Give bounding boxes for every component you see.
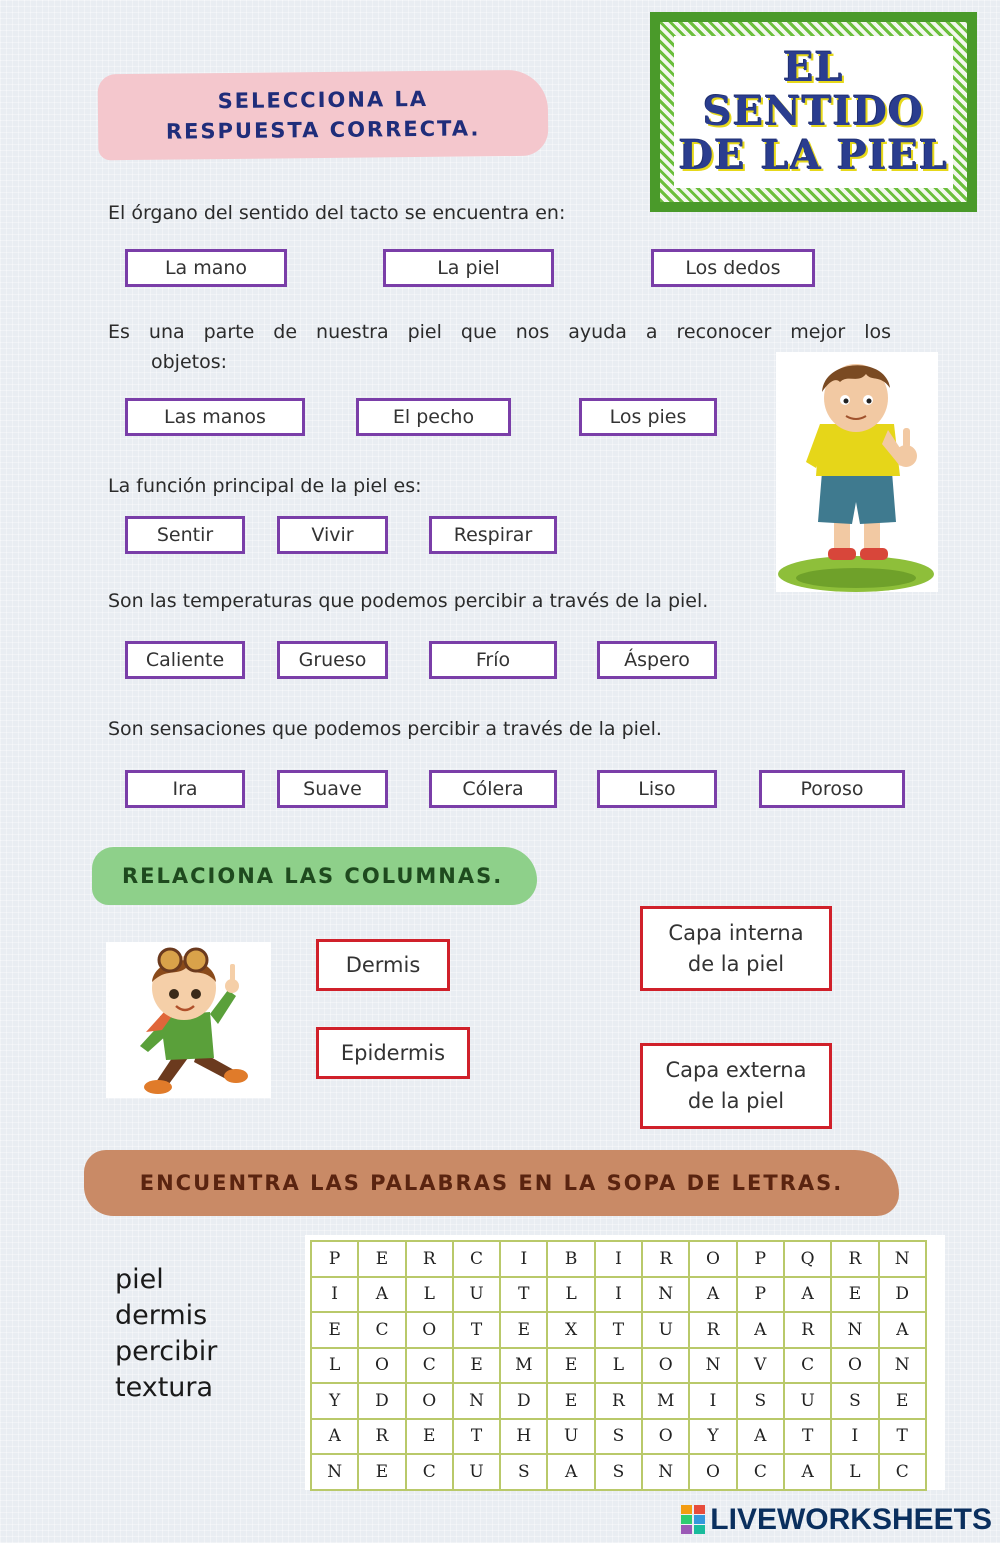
word-search-cell[interactable]: U (453, 1454, 500, 1490)
word-search-cell[interactable]: A (547, 1454, 594, 1490)
word-search-cell[interactable]: C (406, 1454, 453, 1490)
word-search-cell[interactable]: P (737, 1241, 784, 1277)
word-list-item: piel (115, 1264, 164, 1295)
word-search-cell[interactable]: R (784, 1312, 831, 1348)
section-banner-select (98, 70, 549, 161)
word-search-cell[interactable]: P (311, 1241, 358, 1277)
word-search-cell[interactable]: N (831, 1312, 878, 1348)
q3-option-2[interactable]: Vivir (277, 516, 388, 554)
word-search-cell[interactable]: N (879, 1348, 926, 1384)
word-search-cell[interactable]: N (642, 1277, 689, 1313)
q5-option-2[interactable]: Suave (277, 770, 388, 808)
word-search-cell[interactable]: N (689, 1348, 736, 1384)
q2-option-3[interactable]: Los pies (579, 398, 717, 436)
word-search-cell[interactable]: T (595, 1312, 642, 1348)
q3-option-1[interactable]: Sentir (125, 516, 245, 554)
word-search-cell[interactable]: A (358, 1277, 405, 1313)
q3-option-3[interactable]: Respirar (429, 516, 557, 554)
word-search-cell[interactable]: N (879, 1241, 926, 1277)
word-search-cell[interactable]: P (737, 1277, 784, 1313)
word-search-row (311, 1454, 926, 1490)
q4-option-1[interactable]: Caliente (125, 641, 245, 679)
word-search-cell[interactable]: M (642, 1383, 689, 1419)
word-search-cell[interactable]: C (737, 1454, 784, 1490)
match-right-outer-line-2: de la piel (687, 1089, 785, 1113)
word-search-cell[interactable]: U (642, 1312, 689, 1348)
word-search-cell[interactable]: D (358, 1383, 405, 1419)
word-search-frame (305, 1235, 945, 1490)
q5-option-4[interactable]: Liso (597, 770, 717, 808)
word-search-cell[interactable]: O (642, 1419, 689, 1455)
word-search-cell[interactable]: R (642, 1241, 689, 1277)
word-search-cell[interactable]: O (689, 1454, 736, 1490)
word-search-cell[interactable]: E (311, 1312, 358, 1348)
word-search-cell[interactable]: A (311, 1419, 358, 1455)
jumping-boy-illustration (106, 942, 271, 1098)
word-search-cell[interactable]: Y (689, 1419, 736, 1455)
question-4: Son las temperaturas que podemos percibir a través de la piel. (108, 590, 709, 612)
word-search-cell[interactable]: N (311, 1454, 358, 1490)
word-search-cell[interactable]: N (642, 1454, 689, 1490)
word-search-cell[interactable]: R (358, 1419, 405, 1455)
word-search-cell[interactable]: A (879, 1312, 926, 1348)
word-search-grid (310, 1240, 927, 1491)
title-line-3: DE LA PIEL (678, 132, 949, 179)
title-line-2: SENTIDO (703, 88, 924, 135)
word-search-cell[interactable]: R (689, 1312, 736, 1348)
word-search-cell[interactable]: M (500, 1348, 547, 1384)
q2-option-2[interactable]: El pecho (356, 398, 511, 436)
word-search-cell[interactable]: L (311, 1348, 358, 1384)
word-search-cell[interactable]: S (595, 1454, 642, 1490)
word-search-cell[interactable]: O (358, 1348, 405, 1384)
title-frame (650, 12, 977, 212)
word-search-cell[interactable]: C (879, 1454, 926, 1490)
word-search-cell[interactable]: E (879, 1383, 926, 1419)
word-search-cell[interactable]: E (831, 1277, 878, 1313)
match-right-inner-line-1: Capa interna (668, 920, 804, 945)
word-search-cell[interactable]: A (737, 1419, 784, 1455)
match-right-outer-line-1: Capa externa (665, 1058, 807, 1082)
word-search-cell[interactable]: A (784, 1454, 831, 1490)
word-search-cell[interactable]: Q (784, 1241, 831, 1277)
word-search-cell[interactable]: Y (311, 1383, 358, 1419)
word-search-cell[interactable]: E (406, 1419, 453, 1455)
q1-option-1[interactable]: La mano (125, 249, 287, 287)
word-list (115, 1262, 217, 1406)
word-search-cell[interactable]: L (595, 1348, 642, 1384)
question-1: El órgano del sentido del tacto se encuentra en: (108, 202, 566, 224)
liveworksheets-brand-text: LIVEWORKSHEETS (710, 1503, 992, 1536)
section-banner-match-text: RELACIONA LAS COLUMNAS. (122, 864, 504, 888)
word-search-cell[interactable]: A (689, 1277, 736, 1313)
question-2-line-2: objetos: (151, 351, 228, 373)
word-search-cell[interactable]: U (547, 1419, 594, 1455)
section-banner-wordsearch (84, 1150, 899, 1216)
word-search-cell[interactable]: L (547, 1277, 594, 1313)
word-search-cell[interactable]: O (642, 1348, 689, 1384)
word-search-cell[interactable]: A (784, 1277, 831, 1313)
section-banner-match (92, 847, 537, 905)
q1-option-2[interactable]: La piel (383, 249, 554, 287)
word-search-cell[interactable]: E (358, 1241, 405, 1277)
word-search-cell[interactable]: C (453, 1241, 500, 1277)
question-2-line-1: Es una parte de nuestra piel que nos ayuda a reconocer mejor los (108, 321, 891, 343)
word-search-row (311, 1241, 926, 1277)
word-search-cell[interactable]: S (500, 1454, 547, 1490)
word-search-cell[interactable]: N (453, 1383, 500, 1419)
word-search-cell[interactable]: T (453, 1312, 500, 1348)
word-search-cell[interactable]: C (784, 1348, 831, 1384)
word-search-cell[interactable]: H (500, 1419, 547, 1455)
q4-option-4[interactable]: Áspero (597, 641, 717, 679)
word-search-cell[interactable]: T (784, 1419, 831, 1455)
q4-option-2[interactable]: Grueso (277, 641, 388, 679)
word-list-item: dermis (115, 1300, 208, 1331)
match-right-outer-layer[interactable] (640, 1043, 832, 1129)
word-search-cell[interactable]: L (831, 1454, 878, 1490)
question-3: La función principal de la piel es: (108, 475, 422, 497)
word-search-cell[interactable]: R (406, 1241, 453, 1277)
q2-option-1[interactable]: Las manos (125, 398, 305, 436)
word-search-cell[interactable]: S (831, 1383, 878, 1419)
word-search-row (311, 1383, 926, 1419)
word-search-cell[interactable]: D (500, 1383, 547, 1419)
title-line-1: EL (783, 44, 844, 91)
word-search-row (311, 1312, 926, 1348)
word-search-cell[interactable]: U (453, 1277, 500, 1313)
q4-option-3[interactable]: Frío (429, 641, 557, 679)
word-search-cell[interactable]: E (547, 1348, 594, 1384)
word-search-cell[interactable]: U (784, 1383, 831, 1419)
title-panel (674, 36, 953, 188)
word-search-cell[interactable]: E (547, 1383, 594, 1419)
word-search-cell[interactable]: R (595, 1383, 642, 1419)
word-search-row (311, 1277, 926, 1313)
word-search-cell[interactable]: I (311, 1277, 358, 1313)
word-search-cell[interactable]: X (547, 1312, 594, 1348)
section-banner-select-text: SELECCIONA LA RESPUESTA CORRECTA. (165, 86, 481, 144)
word-search-row (311, 1348, 926, 1384)
word-search-cell[interactable]: I (595, 1241, 642, 1277)
word-search-cell[interactable]: O (406, 1312, 453, 1348)
word-search-cell[interactable]: S (595, 1419, 642, 1455)
q5-option-5[interactable]: Poroso (759, 770, 905, 808)
q5-option-1[interactable]: Ira (125, 770, 245, 808)
section-banner-wordsearch-text: ENCUENTRA LAS PALABRAS EN LA SOPA DE LETRAS. (139, 1171, 844, 1195)
word-search-cell[interactable]: I (595, 1277, 642, 1313)
q5-option-3[interactable]: Cólera (429, 770, 557, 808)
boy-thumbs-up-illustration (776, 352, 938, 592)
liveworksheets-logo-icon (681, 1505, 705, 1535)
word-search-cell[interactable]: I (500, 1241, 547, 1277)
match-left-dermis[interactable]: Dermis (316, 939, 450, 991)
word-list-item: percibir (115, 1336, 218, 1367)
word-search-cell[interactable]: R (831, 1241, 878, 1277)
match-right-inner-line-2: de la piel (687, 951, 785, 976)
word-search-cell[interactable]: O (406, 1383, 453, 1419)
match-right-inner-layer[interactable] (640, 906, 832, 991)
word-search-cell[interactable]: O (831, 1348, 878, 1384)
word-search-cell[interactable]: E (358, 1454, 405, 1490)
word-search-cell[interactable]: S (737, 1383, 784, 1419)
word-list-item: textura (115, 1372, 214, 1403)
word-search-cell[interactable]: E (500, 1312, 547, 1348)
word-search-cell[interactable]: T (453, 1419, 500, 1455)
word-search-cell[interactable]: O (689, 1241, 736, 1277)
word-search-cell[interactable]: T (879, 1419, 926, 1455)
word-search-cell[interactable]: I (831, 1419, 878, 1455)
word-search-cell[interactable]: A (737, 1312, 784, 1348)
liveworksheets-logo (681, 1503, 992, 1537)
word-search-cell[interactable]: L (406, 1277, 453, 1313)
word-search-row (311, 1419, 926, 1455)
question-5: Son sensaciones que podemos percibir a través de la piel. (108, 718, 662, 740)
match-left-epidermis[interactable]: Epidermis (316, 1027, 470, 1079)
word-search-cell[interactable]: I (689, 1383, 736, 1419)
word-search-cell[interactable]: T (500, 1277, 547, 1313)
word-search-cell[interactable]: E (453, 1348, 500, 1384)
word-search-cell[interactable]: C (406, 1348, 453, 1384)
word-search-cell[interactable]: C (358, 1312, 405, 1348)
word-search-cell[interactable]: V (737, 1348, 784, 1384)
q1-option-3[interactable]: Los dedos (651, 249, 815, 287)
word-search-cell[interactable]: D (879, 1277, 926, 1313)
word-search-cell[interactable]: B (547, 1241, 594, 1277)
